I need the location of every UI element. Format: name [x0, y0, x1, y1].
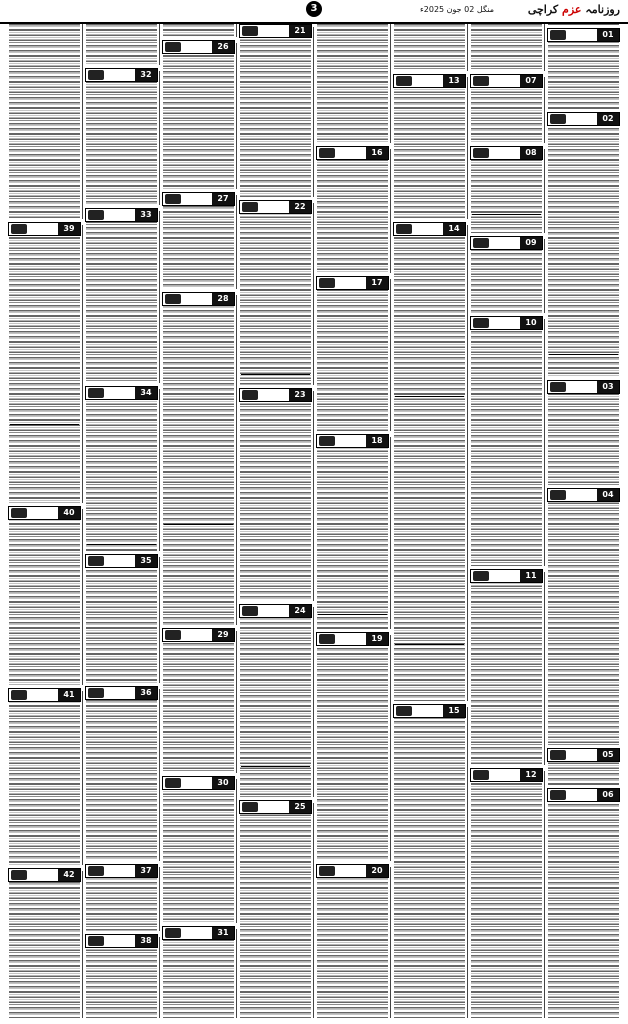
notice-heading: [8, 506, 81, 520]
notice-heading: [470, 316, 543, 330]
notice-heading: [316, 632, 389, 646]
newspaper-logo-icon: [165, 630, 181, 640]
newspaper-logo-icon: [88, 210, 104, 220]
text-column-2: [467, 24, 545, 1018]
notice-heading: [547, 28, 620, 42]
notice-heading-bar: [491, 317, 520, 329]
newspaper-logo-icon: [473, 571, 489, 581]
newspaper-logo-icon: [550, 790, 566, 800]
notice-heading-bar: [414, 705, 443, 717]
notice-number: 10: [520, 317, 542, 329]
notice-heading-bar: [29, 507, 58, 519]
notice-heading-bar: [568, 29, 597, 41]
notice-number: 08: [520, 147, 542, 159]
notice-number: 03: [597, 381, 619, 393]
notice-heading: [85, 554, 158, 568]
notice-number: 35: [135, 555, 157, 567]
notice-number: 22: [289, 201, 311, 213]
notice-heading: [162, 776, 235, 790]
section-divider: [318, 614, 387, 615]
notice-number: 30: [212, 777, 234, 789]
notice-number: 28: [212, 293, 234, 305]
newspaper-logo-icon: [165, 294, 181, 304]
newspaper-logo-icon: [473, 148, 489, 158]
notice-heading-bar: [491, 769, 520, 781]
newspaper-logo-icon: [319, 148, 335, 158]
newspaper-logo-icon: [550, 750, 566, 760]
newspaper-logo-icon: [88, 556, 104, 566]
notice-heading: [85, 386, 158, 400]
notice-number: 05: [597, 749, 619, 761]
notice-heading: [8, 688, 81, 702]
notice-heading: [470, 236, 543, 250]
notice-heading-bar: [491, 570, 520, 582]
notice-heading: [162, 628, 235, 642]
notice-number: 17: [366, 277, 388, 289]
section-divider: [10, 424, 79, 425]
section-divider: [241, 374, 310, 375]
notice-number: 11: [520, 570, 542, 582]
newspaper-logo-icon: [88, 688, 104, 698]
newspaper-logo-icon: [88, 936, 104, 946]
column-text-body: [163, 24, 234, 1018]
notice-heading: [470, 768, 543, 782]
notice-number: 02: [597, 113, 619, 125]
page-header: [0, 0, 628, 24]
notice-heading-bar: [337, 865, 366, 877]
notice-heading-bar: [337, 277, 366, 289]
newspaper-logo-icon: [165, 928, 181, 938]
notice-heading: [239, 24, 312, 38]
section-divider: [164, 524, 233, 525]
notice-heading: [85, 208, 158, 222]
notice-number: 34: [135, 387, 157, 399]
notice-number: 27: [212, 193, 234, 205]
notice-heading-bar: [183, 629, 212, 641]
notice-heading: [316, 864, 389, 878]
newspaper-logo-icon: [242, 202, 258, 212]
notice-number: 07: [520, 75, 542, 87]
notice-heading-bar: [183, 293, 212, 305]
notice-heading: [547, 748, 620, 762]
newspaper-logo-icon: [88, 70, 104, 80]
notice-number: 24: [289, 605, 311, 617]
notice-number: 38: [135, 935, 157, 947]
notice-heading-bar: [183, 927, 212, 939]
newspaper-logo-icon: [242, 26, 258, 36]
notice-number: 16: [366, 147, 388, 159]
newspaper-logo-icon: [319, 278, 335, 288]
text-column-3: [390, 24, 468, 1018]
notice-number: 06: [597, 789, 619, 801]
notice-number: 13: [443, 75, 465, 87]
notice-heading-bar: [568, 789, 597, 801]
notice-number: 36: [135, 687, 157, 699]
notice-columns: [6, 24, 622, 1018]
newspaper-logo-icon: [165, 42, 181, 52]
notice-number: 42: [58, 869, 80, 881]
notice-heading: [547, 788, 620, 802]
notice-heading-bar: [260, 605, 289, 617]
notice-heading: [85, 686, 158, 700]
newspaper-logo-icon: [396, 706, 412, 716]
notice-heading: [316, 276, 389, 290]
notice-heading-bar: [183, 193, 212, 205]
notice-heading: [470, 569, 543, 583]
section-divider: [395, 396, 464, 397]
column-text-body: [394, 24, 465, 1018]
notice-heading: [547, 488, 620, 502]
notice-heading-bar: [260, 801, 289, 813]
notice-number: 09: [520, 237, 542, 249]
notice-number: 04: [597, 489, 619, 501]
notice-heading-bar: [414, 223, 443, 235]
notice-heading-bar: [106, 555, 135, 567]
notice-heading-bar: [106, 69, 135, 81]
notice-number: 12: [520, 769, 542, 781]
notice-number: 14: [443, 223, 465, 235]
notice-heading: [239, 388, 312, 402]
text-column-4: [313, 24, 391, 1018]
masthead-prefix: روزنامہ: [585, 3, 620, 16]
notice-heading-bar: [337, 633, 366, 645]
notice-heading: [470, 74, 543, 88]
notice-heading: [547, 380, 620, 394]
newspaper-logo-icon: [319, 866, 335, 876]
section-divider: [87, 544, 156, 545]
notice-heading-bar: [491, 147, 520, 159]
notice-heading: [85, 68, 158, 82]
notice-heading: [393, 704, 466, 718]
notice-heading: [162, 292, 235, 306]
newspaper-logo-icon: [396, 224, 412, 234]
notice-heading: [85, 864, 158, 878]
notice-heading: [547, 112, 620, 126]
notice-heading-bar: [260, 25, 289, 37]
newspaper-logo-icon: [473, 318, 489, 328]
newspaper-logo-icon: [242, 606, 258, 616]
notice-heading-bar: [29, 869, 58, 881]
newspaper-logo-icon: [88, 388, 104, 398]
text-column-5: [236, 24, 314, 1018]
section-divider: [241, 766, 310, 767]
notice-heading-bar: [568, 113, 597, 125]
text-column-7: [82, 24, 160, 1018]
newspaper-logo-icon: [11, 508, 27, 518]
notice-heading-bar: [414, 75, 443, 87]
newspaper-logo-icon: [396, 76, 412, 86]
notice-number: 40: [58, 507, 80, 519]
newspaper-logo-icon: [11, 870, 27, 880]
newspaper-logo-icon: [550, 30, 566, 40]
notice-heading: [162, 926, 235, 940]
column-text-body: [548, 24, 619, 1018]
newspaper-logo-icon: [319, 436, 335, 446]
notice-heading: [470, 146, 543, 160]
notice-heading-bar: [491, 237, 520, 249]
notice-heading-bar: [106, 935, 135, 947]
notice-heading-bar: [260, 201, 289, 213]
notice-heading: [85, 934, 158, 948]
notice-number: 15: [443, 705, 465, 717]
notice-heading: [393, 74, 466, 88]
notice-number: 25: [289, 801, 311, 813]
newspaper-logo-icon: [550, 490, 566, 500]
masthead: [528, 3, 620, 16]
notice-heading: [162, 192, 235, 206]
header-date: منگل 02 جون 2025ء: [420, 5, 495, 14]
notice-number: 18: [366, 435, 388, 447]
notice-heading: [162, 40, 235, 54]
notice-heading: [316, 146, 389, 160]
notice-heading-bar: [337, 147, 366, 159]
notice-number: 32: [135, 69, 157, 81]
notice-heading: [8, 868, 81, 882]
notice-number: 20: [366, 865, 388, 877]
notice-heading-bar: [183, 777, 212, 789]
newspaper-logo-icon: [88, 866, 104, 876]
notice-heading-bar: [29, 223, 58, 235]
notice-number: 33: [135, 209, 157, 221]
notice-number: 41: [58, 689, 80, 701]
newspaper-logo-icon: [11, 690, 27, 700]
notice-number: 21: [289, 25, 311, 37]
masthead-brand: عزم: [562, 3, 582, 16]
notice-heading-bar: [260, 389, 289, 401]
section-divider: [395, 644, 464, 645]
text-column-8: [6, 24, 83, 1018]
notice-heading-bar: [106, 387, 135, 399]
column-text-body: [240, 24, 311, 1018]
page-number-badge: 3: [306, 1, 322, 17]
newspaper-logo-icon: [473, 76, 489, 86]
notice-heading-bar: [568, 381, 597, 393]
notice-heading-bar: [106, 865, 135, 877]
notice-heading: [239, 200, 312, 214]
notice-heading: [316, 434, 389, 448]
newspaper-logo-icon: [550, 382, 566, 392]
newspaper-logo-icon: [165, 194, 181, 204]
notice-heading-bar: [183, 41, 212, 53]
notice-heading: [239, 800, 312, 814]
notice-heading-bar: [29, 689, 58, 701]
notice-number: 31: [212, 927, 234, 939]
notice-number: 29: [212, 629, 234, 641]
notice-heading-bar: [568, 749, 597, 761]
section-divider: [472, 214, 541, 215]
notice-number: 19: [366, 633, 388, 645]
masthead-city: کراچی: [527, 3, 559, 16]
notice-heading-bar: [106, 687, 135, 699]
newspaper-logo-icon: [165, 778, 181, 788]
text-column-1: [544, 24, 622, 1018]
newspaper-logo-icon: [242, 802, 258, 812]
notice-number: 26: [212, 41, 234, 53]
column-text-body: [471, 24, 542, 1018]
notice-heading: [393, 222, 466, 236]
notice-heading: [8, 222, 81, 236]
newspaper-logo-icon: [473, 770, 489, 780]
notice-number: 37: [135, 865, 157, 877]
newspaper-logo-icon: [242, 390, 258, 400]
notice-number: 23: [289, 389, 311, 401]
notice-heading-bar: [337, 435, 366, 447]
notice-heading-bar: [106, 209, 135, 221]
text-column-6: [159, 24, 237, 1018]
notice-heading-bar: [568, 489, 597, 501]
notice-number: 01: [597, 29, 619, 41]
newspaper-logo-icon: [11, 224, 27, 234]
newspaper-logo-icon: [319, 634, 335, 644]
notice-heading: [239, 604, 312, 618]
newspaper-logo-icon: [550, 114, 566, 124]
notice-heading-bar: [491, 75, 520, 87]
section-divider: [549, 354, 618, 355]
newspaper-logo-icon: [473, 238, 489, 248]
notice-number: 39: [58, 223, 80, 235]
